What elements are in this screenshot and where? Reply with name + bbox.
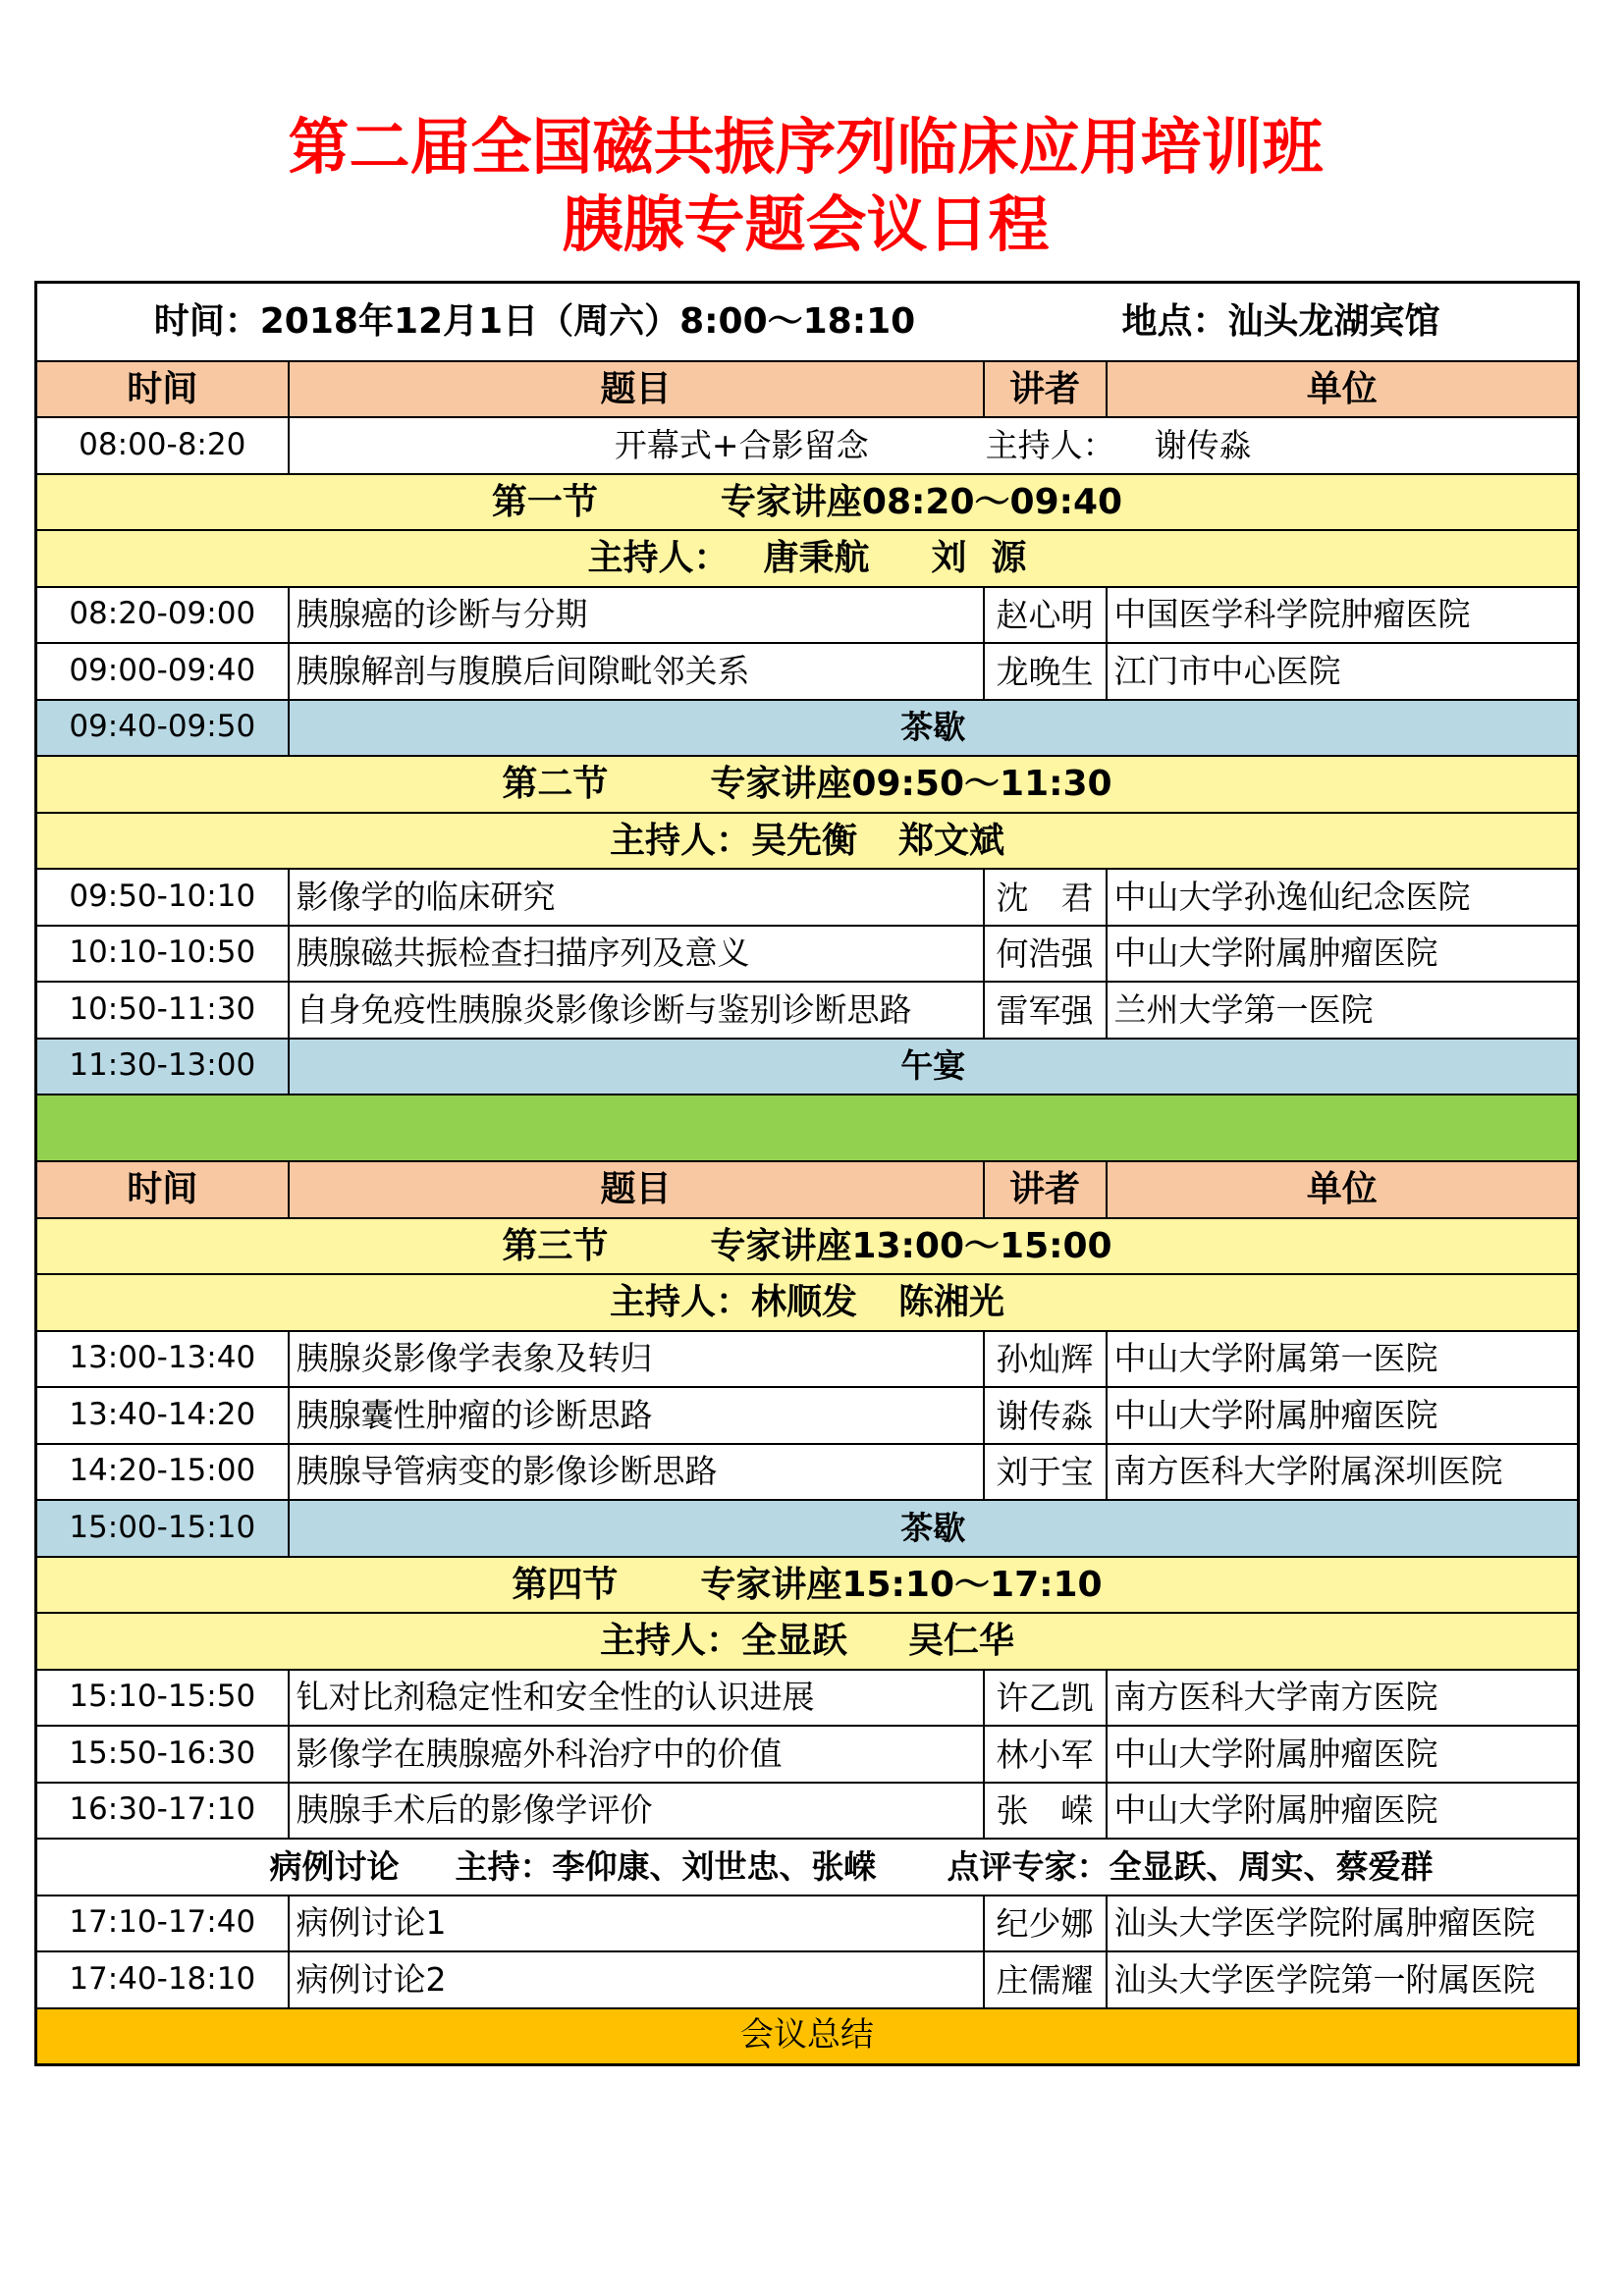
speaker-name: 孙灿辉 <box>996 1340 1094 1379</box>
case-discussion-cell <box>36 1839 1579 1896</box>
speaker-name: 许乙凯 <box>996 1679 1094 1718</box>
talk-speaker <box>984 1331 1107 1388</box>
opening-host: 谢传淼 <box>1154 425 1252 464</box>
session-host-2: 吴仁华 <box>908 1621 1015 1662</box>
talk-unit: 中国医学科学院肿瘤医院 <box>1107 587 1579 644</box>
talk-speaker <box>984 1444 1107 1501</box>
talk-time: 10:50-11:30 <box>36 982 289 1039</box>
talk-time: 16:30-17:10 <box>36 1783 289 1840</box>
opening-row <box>36 417 1579 474</box>
session-host-row <box>36 1274 1579 1331</box>
header-speaker: 讲者 <box>984 361 1107 418</box>
break-row <box>36 1500 1579 1557</box>
session-host-label: 主持人： <box>609 1282 751 1323</box>
break-label: 午宴 <box>289 1039 1579 1095</box>
session-title-cell <box>36 474 1579 531</box>
schedule-body <box>36 283 1579 2065</box>
talk-row <box>36 1726 1579 1783</box>
talk-topic: 胰腺手术后的影像学评价 <box>289 1783 984 1840</box>
talk-row <box>36 1783 1579 1840</box>
opening-cell <box>289 417 1579 474</box>
talk-unit: 中山大学附属肿瘤医院 <box>1107 926 1579 983</box>
talk-topic: 胰腺导管病变的影像诊断思路 <box>289 1444 984 1501</box>
session-name: 第二节 <box>502 764 609 805</box>
talk-speaker <box>984 643 1107 700</box>
session-host-label: 主持人： <box>599 1621 741 1662</box>
session-host-label: 主持人： <box>609 820 751 861</box>
header-topic: 题目 <box>289 1161 984 1218</box>
break-label: 茶歇 <box>289 1500 1579 1557</box>
session-title-row <box>36 474 1579 531</box>
session-host-1: 唐秉航 <box>763 538 870 579</box>
divider-cell <box>36 1095 1579 1161</box>
talk-time: 14:20-15:00 <box>36 1444 289 1501</box>
info-row <box>36 283 1579 361</box>
session-lecture: 专家讲座15:10～17:10 <box>700 1564 1103 1605</box>
header-time: 时间 <box>36 361 289 418</box>
talk-unit: 中山大学附属肿瘤医院 <box>1107 1783 1579 1840</box>
info-wrap <box>37 301 1577 342</box>
session-lecture: 专家讲座13:00～15:00 <box>710 1225 1112 1266</box>
session-host-wrap <box>37 1282 1577 1322</box>
session-title-row <box>36 756 1579 813</box>
session-host-row <box>36 813 1579 870</box>
speaker-name: 沈 君 <box>996 878 1094 917</box>
case-unit: 汕头大学医学院附属肿瘤医院 <box>1107 1896 1579 1952</box>
case-speaker <box>984 1951 1107 2008</box>
talk-topic: 钆对比剂稳定性和安全性的认识进展 <box>289 1670 984 1727</box>
session-host-row <box>36 1613 1579 1670</box>
break-time: 09:40-09:50 <box>36 700 289 757</box>
session-host-row <box>36 530 1579 587</box>
session-host-1: 林顺发 <box>751 1282 858 1323</box>
case-discussion-hosts: 主持：李仰康、刘世忠、张嵘 <box>455 1846 877 1886</box>
opening-host-label: 主持人： <box>985 425 1115 464</box>
session-host-label: 主持人： <box>587 538 730 579</box>
session-host-2: 郑文斌 <box>898 820 1005 861</box>
speaker-name: 赵心明 <box>996 596 1094 635</box>
session-host-cell <box>36 1613 1579 1670</box>
session-host-wrap <box>37 1621 1577 1661</box>
opening-wrap <box>290 427 1578 464</box>
talk-time: 09:50-10:10 <box>36 869 289 926</box>
case-discussion-row <box>36 1839 1579 1896</box>
talk-time: 15:10-15:50 <box>36 1670 289 1727</box>
meeting-time: 时间：2018年12月1日（周六）8:00～18:10 <box>153 301 916 343</box>
talk-speaker <box>984 1670 1107 1727</box>
talk-topic: 影像学的临床研究 <box>289 869 984 926</box>
session-title-wrap <box>37 764 1577 804</box>
case-discussion-reviewers: 点评专家：全显跃、周实、蔡爱群 <box>947 1846 1434 1886</box>
header-time: 时间 <box>36 1161 289 1218</box>
talk-topic: 胰腺炎影像学表象及转归 <box>289 1331 984 1388</box>
opening-time: 08:00-8:20 <box>36 417 289 474</box>
speaker-name: 龙晚生 <box>996 652 1094 691</box>
column-header-row <box>36 361 1579 418</box>
talk-time: 13:00-13:40 <box>36 1331 289 1388</box>
talk-topic: 胰腺囊性肿瘤的诊断思路 <box>289 1387 984 1444</box>
talk-unit: 中山大学附属肿瘤医院 <box>1107 1726 1579 1783</box>
header-speaker: 讲者 <box>984 1161 1107 1218</box>
talk-topic: 胰腺解剖与腹膜后间隙毗邻关系 <box>289 643 984 700</box>
case-row <box>36 1896 1579 1952</box>
case-discussion-wrap <box>37 1848 1577 1886</box>
summary-label: 会议总结 <box>36 2008 1579 2065</box>
talk-speaker <box>984 1387 1107 1444</box>
talk-topic: 胰腺磁共振检查扫描序列及意义 <box>289 926 984 983</box>
talk-unit: 中山大学附属肿瘤医院 <box>1107 1387 1579 1444</box>
header-unit: 单位 <box>1107 1161 1579 1218</box>
talk-speaker <box>984 926 1107 983</box>
title-line-1: 第二届全国磁共振序列临床应用培训班 <box>288 111 1324 183</box>
schedule-table <box>34 281 1580 2066</box>
speaker-name: 林小军 <box>996 1735 1094 1774</box>
divider-row <box>36 1095 1579 1161</box>
speaker-name: 何浩强 <box>996 934 1094 974</box>
talk-speaker <box>984 869 1107 926</box>
talk-topic: 影像学在胰腺癌外科治疗中的价值 <box>289 1726 984 1783</box>
column-header-row <box>36 1161 1579 1218</box>
info-cell <box>36 283 1579 361</box>
session-title-row <box>36 1218 1579 1275</box>
header-unit: 单位 <box>1107 361 1579 418</box>
session-lecture: 专家讲座08:20～09:40 <box>720 481 1123 522</box>
talk-row <box>36 1387 1579 1444</box>
talk-unit: 兰州大学第一医院 <box>1107 982 1579 1039</box>
session-title-wrap <box>37 482 1577 522</box>
speaker-name: 庄儒耀 <box>996 1960 1094 2000</box>
session-host-cell <box>36 530 1579 587</box>
talk-row <box>36 1670 1579 1727</box>
talk-row <box>36 982 1579 1039</box>
talk-speaker <box>984 1783 1107 1840</box>
break-label: 茶歇 <box>289 700 1579 757</box>
title-line-2: 胰腺专题会议日程 <box>562 188 1050 260</box>
talk-unit: 中山大学孙逸仙纪念医院 <box>1107 869 1579 926</box>
talk-unit: 南方医科大学南方医院 <box>1107 1670 1579 1727</box>
speaker-name: 刘于宝 <box>996 1453 1094 1492</box>
session-title-row <box>36 1557 1579 1614</box>
talk-time: 09:00-09:40 <box>36 643 289 700</box>
case-speaker <box>984 1896 1107 1952</box>
session-host-cell <box>36 813 1579 870</box>
document-title <box>34 108 1577 263</box>
talk-speaker <box>984 982 1107 1039</box>
case-time: 17:10-17:40 <box>36 1896 289 1952</box>
session-name: 第四节 <box>512 1564 619 1605</box>
case-discussion-label: 病例讨论 <box>269 1846 400 1886</box>
talk-row <box>36 869 1579 926</box>
session-host-1: 全显跃 <box>741 1621 848 1662</box>
session-title-cell <box>36 1557 1579 1614</box>
talk-time: 08:20-09:00 <box>36 587 289 644</box>
session-title-wrap <box>37 1565 1577 1605</box>
talk-speaker <box>984 1726 1107 1783</box>
talk-unit: 南方医科大学附属深圳医院 <box>1107 1444 1579 1501</box>
case-unit: 汕头大学医学院第一附属医院 <box>1107 1951 1579 2008</box>
session-name: 第三节 <box>502 1225 609 1266</box>
talk-row <box>36 926 1579 983</box>
break-row <box>36 700 1579 757</box>
talk-row <box>36 1444 1579 1501</box>
talk-time: 10:10-10:50 <box>36 926 289 983</box>
meeting-location: 地点：汕头龙湖宾馆 <box>1121 301 1440 343</box>
speaker-name: 谢传淼 <box>996 1396 1094 1435</box>
speaker-name: 纪少娜 <box>996 1904 1094 1944</box>
case-row <box>36 1951 1579 2008</box>
session-title-wrap <box>37 1226 1577 1266</box>
session-title-cell <box>36 756 1579 813</box>
summary-row <box>36 2008 1579 2065</box>
session-lecture: 专家讲座09:50～11:30 <box>710 764 1112 805</box>
talk-time: 13:40-14:20 <box>36 1387 289 1444</box>
session-host-wrap <box>37 821 1577 861</box>
session-host-1: 吴先衡 <box>751 820 858 861</box>
talk-topic: 自身免疫性胰腺炎影像诊断与鉴别诊断思路 <box>289 982 984 1039</box>
break-row <box>36 1039 1579 1095</box>
talk-unit: 江门市中心医院 <box>1107 643 1579 700</box>
session-name: 第一节 <box>491 481 598 522</box>
header-topic: 题目 <box>289 361 984 418</box>
talk-row <box>36 643 1579 700</box>
session-host-2: 陈湘光 <box>898 1282 1005 1323</box>
speaker-name: 雷军强 <box>996 990 1094 1030</box>
talk-unit: 中山大学附属第一医院 <box>1107 1331 1579 1388</box>
opening-event: 开幕式+合影留念 <box>614 425 869 464</box>
break-time: 15:00-15:10 <box>36 1500 289 1557</box>
speaker-name: 张 嵘 <box>996 1791 1094 1831</box>
talk-topic: 胰腺癌的诊断与分期 <box>289 587 984 644</box>
break-time: 11:30-13:00 <box>36 1039 289 1095</box>
session-host-cell <box>36 1274 1579 1331</box>
case-topic: 病例讨论2 <box>289 1951 984 2008</box>
case-time: 17:40-18:10 <box>36 1951 289 2008</box>
session-host-wrap <box>37 538 1577 578</box>
talk-time: 15:50-16:30 <box>36 1726 289 1783</box>
talk-row <box>36 1331 1579 1388</box>
session-title-cell <box>36 1218 1579 1275</box>
talk-row <box>36 587 1579 644</box>
case-topic: 病例讨论1 <box>289 1896 984 1952</box>
talk-speaker <box>984 587 1107 644</box>
session-host-2: 刘 源 <box>931 538 1027 579</box>
